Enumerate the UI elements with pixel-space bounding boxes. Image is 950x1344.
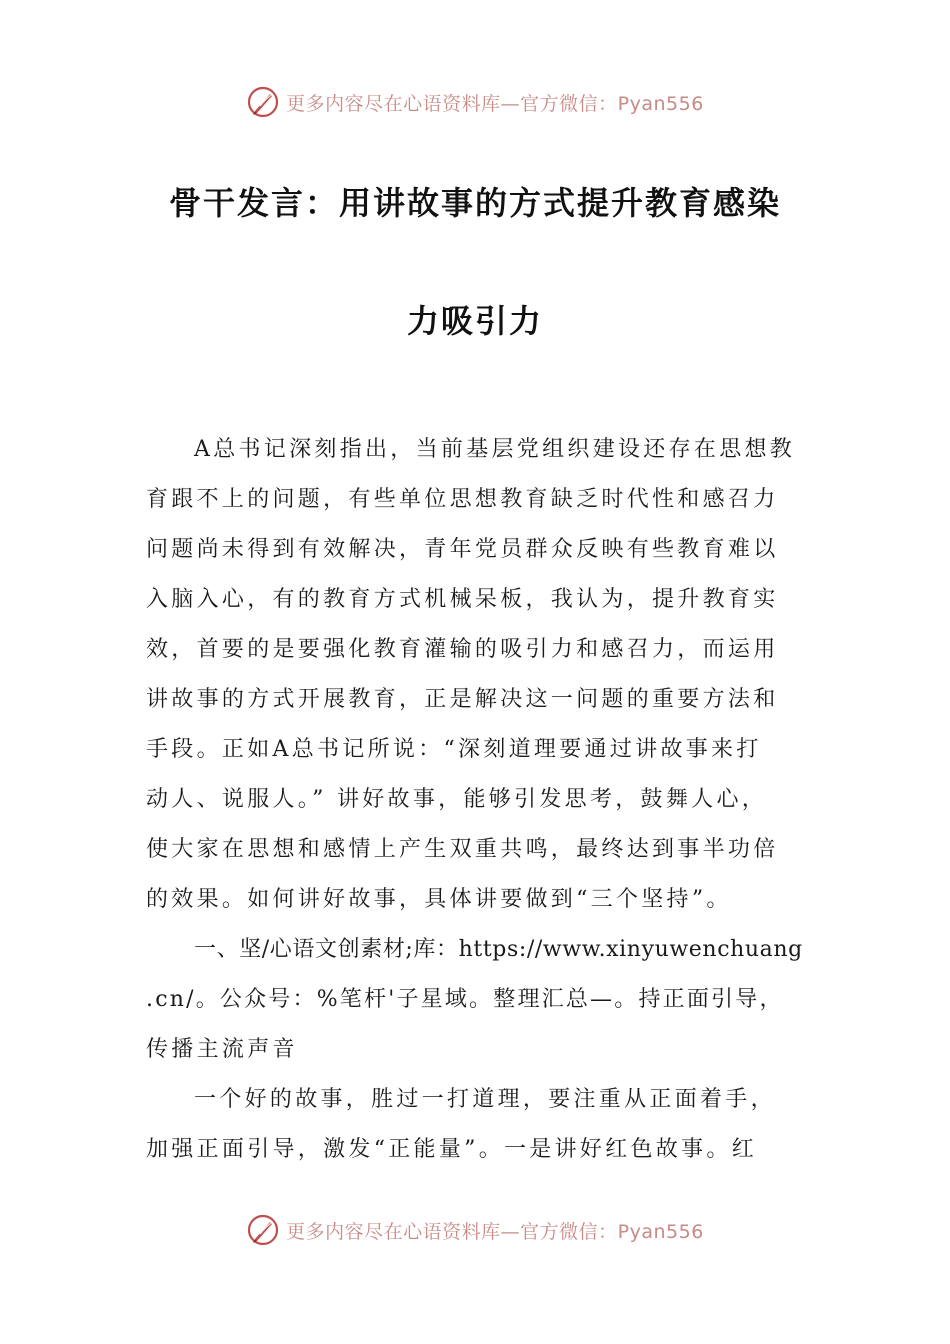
body-line: 手段。正如A总书记所说：“深刻道理要通过讲故事来打 (146, 737, 762, 762)
document-body (146, 425, 806, 1175)
quill-pen-logo-icon (246, 1213, 280, 1247)
body-line: 动人、说服人。” 讲好故事，能够引发思考，鼓舞人心， (146, 787, 768, 812)
body-line: A总书记深刻指出，当前基层党组织建设还存在思想教 (194, 437, 796, 462)
wechat-id: Pyan556 (617, 1220, 704, 1243)
quill-pen-logo-icon (246, 85, 280, 119)
body-line: 讲故事的方式开展教育，正是解决这一问题的重要方法和 (146, 687, 779, 712)
body-line: 传播主流声音 (146, 1037, 298, 1062)
body-line: 的效果。如何讲好故事，具体讲要做到“三个坚持”。 (146, 887, 732, 912)
document-title-line-1: 骨干发言：用讲故事的方式提升教育感染 (168, 184, 781, 222)
body-line: 育跟不上的问题，有些单位思想教育缺乏时代性和感召力 (146, 487, 779, 512)
document-title-line-2: 力吸引力 (406, 302, 543, 340)
footer-watermark-banner (0, 1208, 950, 1252)
body-line: .cn/。公众号：%笔杆'子星域。整理汇总—。持正面引导， (146, 987, 784, 1012)
watermark-text: 更多内容尽在心语资料库—官方微信：Pyan556 (286, 92, 704, 115)
header-watermark-banner (0, 80, 950, 124)
body-line: 问题尚未得到有效解决，青年党员群众反映有些教育难以 (146, 537, 779, 562)
body-line: 效，首要的是要强化教育灌输的吸引力和感召力，而运用 (146, 637, 779, 662)
watermark-text: 更多内容尽在心语资料库—官方微信：Pyan556 (286, 1220, 704, 1243)
body-line: 加强正面引导，激发“正能量”。一是讲好红色故事。红 (146, 1137, 757, 1162)
body-line: 一、坚/心语文创素材;库：https://www.xinyuwenchuang (194, 937, 803, 962)
wechat-id: Pyan556 (617, 92, 704, 115)
body-line: 一个好的故事，胜过一打道理，要注重从正面着手， (194, 1087, 776, 1112)
body-line: 入脑入心，有的教育方式机械呆板，我认为，提升教育实 (146, 587, 779, 612)
body-line: 使大家在思想和感情上产生双重共鸣，最终达到事半功倍 (146, 837, 779, 862)
